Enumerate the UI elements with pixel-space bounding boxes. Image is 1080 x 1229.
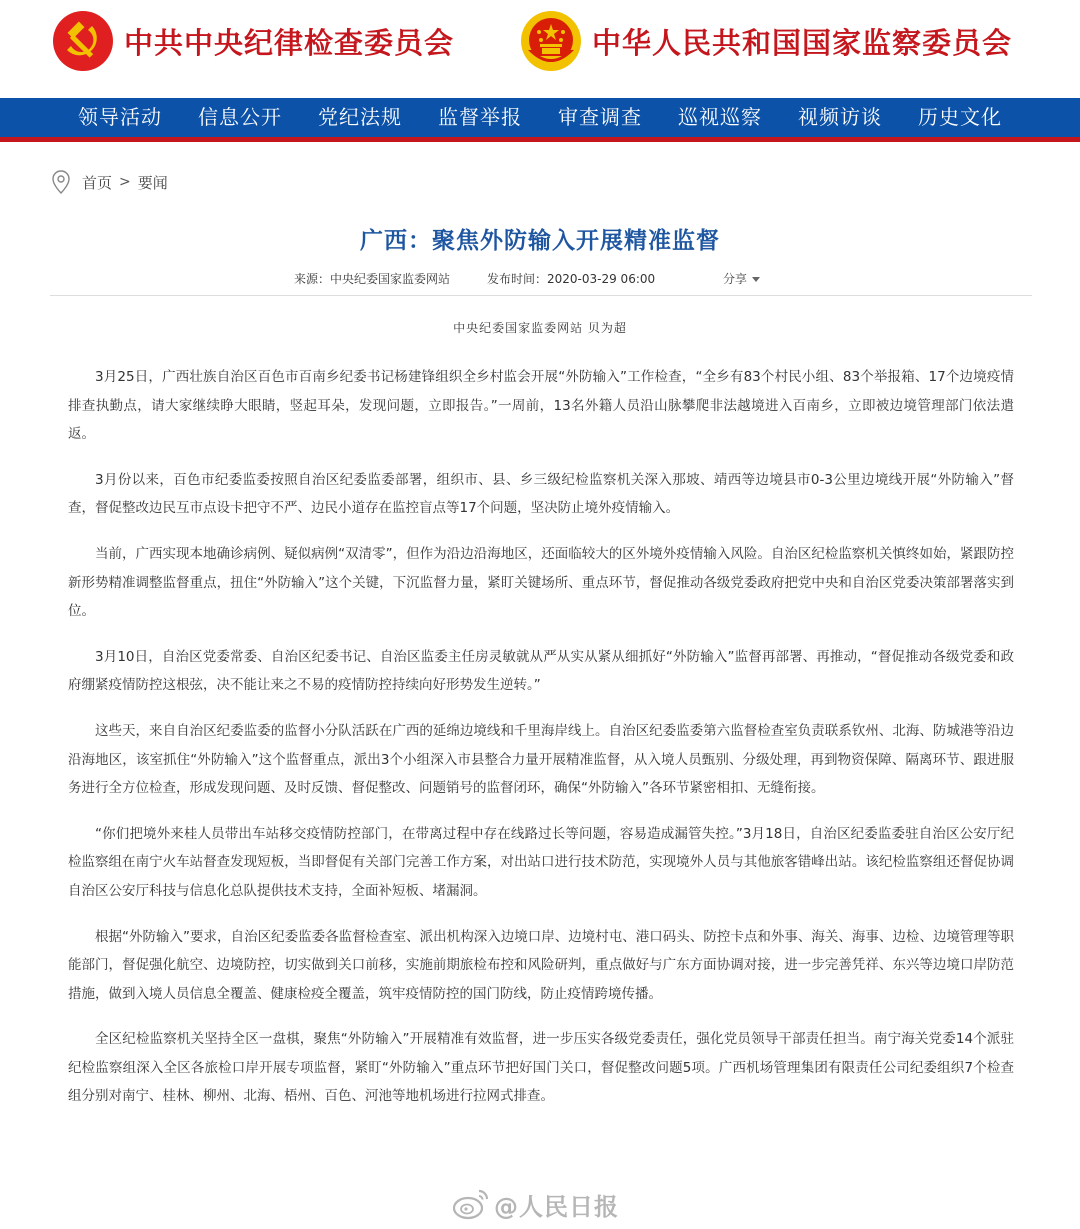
party-emblem-icon [52,10,114,72]
main-nav [0,98,1080,142]
article-paragraph: 根据“外防输入”要求，自治区纪委监委各监督检查室、派出机构深入边境口岸、边境村屯、港口码头、防控卡点和外事、海关、海事、边检、边境管理等职能部门，督促强化航空、边境防控，切实做到关口前移，实施前期旅检布控和风险研判，重点做好与广东方面协调对接，进一步完善凭祥、东兴等边境口岸防范措施，做到入境人员信息全覆盖、健康检疫全覆盖，筑牢疫情防控的国门防线，防止疫情跨境传播。 [68,928,1014,1002]
nsc-title: 中华人民共和国国家监察委员会 [592,25,1013,60]
article-paragraph: “你们把境外来桂人员带出车站移交疫情防控部门，在带离过程中存在线路过长等问题，容易造成漏管失控。”3月18日，自治区纪委监委驻自治区公安厅纪检监察组在南宁火车站督查发现短板，当即督促有关部门完善工作方案，对出站口进行技术防范，实现境外人员与其他旅客错峰出站。该纪检监察组还督促协调自治区公安厅科技与信息化总队提供技术支持，全面补短板、堵漏洞。 [68,825,1014,899]
article-paragraph: 3月份以来，百色市纪委监委按照自治区纪委监委部署，组织市、县、乡三级纪检监察机关深入那坡、靖西等边境县市0-3公里边境线开展“外防输入”督查，督促整改边民互市点设卡把守不严、边民小道存在监控盲点等17个问题，坚决防止境外疫情输入。 [68,471,1014,517]
national-emblem-icon [520,10,582,72]
article-source: 来源：中央纪委国家监委网站 [294,272,451,286]
article-paragraph: 全区纪检监察机关坚持全区一盘棋，聚焦“外防输入”开展精准有效监督，进一步压实各级党委责任，强化党员领导干部责任担当。南宁海关党委14个派驻纪检监察组深入全区各旅检口岸开展专项监督，紧盯“外防输入”重点环节把好国门关口，督促整改问题5项。广西机场管理集团有限责任公司纪委组织7个检查组分别对南宁、桂林、柳州、北海、梧州、百色、河池等地机场进行拉网式排查。 [68,1031,1014,1105]
dropdown-caret-icon [752,277,760,282]
nsc-logo-link[interactable] [520,10,1012,72]
breadcrumb [50,170,168,194]
article-meta [0,270,1080,288]
ccdi-logo-link[interactable] [52,10,454,72]
nav-item-regulations[interactable]: 党纪法规 [318,105,402,129]
watermark [452,1184,619,1224]
nav-item-video[interactable]: 视频访谈 [798,105,882,129]
article-paragraph: 3月25日，广西壮族自治区百色市百南乡纪委书记杨建锋组织全乡村监会开展“外防输入”工作检查，“全乡有83个村民小组、83个举报箱、17个边境疫情排查执勤点，请大家继续睁大眼睛，竖起耳朵，发现问题，立即报告。”一周前，13名外籍人员沿山脉攀爬非法越境进入百南乡，立即被边境管理部门依法遣返。 [68,369,1014,443]
share-label: 分享 [723,272,748,286]
article-byline: 中央纪委国家监委网站 贝为超 [453,321,627,335]
nav-item-report[interactable]: 监督举报 [438,105,522,129]
article-body [68,363,1014,1128]
article-paragraph: 这些天，来自自治区纪委监委的监督小分队活跃在广西的延绵边境线和千里海岸线上。自治区纪委监委第六监督检查室负责联系钦州、北海、防城港等沿边沿海地区，该室抓住“外防输入”这个监督重点，派出3个小组深入市县整合力量开展精准监督，从入境人员甄别、分级处理，再到物资保障、隔离环节、跟进服务进行全方位检查，形成发现问题、及时反馈、督促整改、问题销号的监督闭环，确保“外防输入”各环节紧密相扣、无缝衔接。 [68,722,1014,797]
nav-item-leadership[interactable]: 领导活动 [78,105,162,129]
breadcrumb-home[interactable]: 首页 [82,173,113,192]
nav-item-investigation[interactable]: 审查调查 [558,105,642,129]
nav-item-history[interactable]: 历史文化 [918,105,1002,129]
ccdi-title: 中共中央纪律检查委员会 [124,25,455,60]
weibo-icon [452,1187,490,1221]
article-paragraph: 当前，广西实现本地确诊病例、疑似病例“双清零”，但作为沿边沿海地区，还面临较大的区外境外疫情输入风险。自治区纪检监察机关慎终如始，紧跟防控新形势精准调整监督重点，扭住“外防输入”这个关键，下沉监督力量，紧盯关键场所、重点环节，督促推动各级党委政府把党中央和自治区党委决策部署落实到位。 [68,545,1014,620]
nav-item-info-disclosure[interactable]: 信息公开 [198,105,282,129]
article-publish-time: 发布时间：2020-03-29 06:00 [487,272,656,286]
article-title: 广西：聚焦外防输入开展精准监督 [360,228,720,254]
article-paragraph: 3月10日，自治区党委常委、自治区纪委书记、自治区监委主任房灵敏就从严从实从紧从细抓好“外防输入”监督再部署、再推动，“督促推动各级党委和政府绷紧疫情防控这根弦，决不能让来之不易的疫情防控持续向好形势发生逆转。” [68,648,1014,694]
breadcrumb-separator: > [119,174,131,190]
title-divider [50,295,1032,296]
breadcrumb-section[interactable]: 要闻 [137,173,168,192]
location-pin-icon [50,170,72,194]
watermark-text: @人民日报 [494,1192,619,1221]
site-header [0,0,1080,98]
share-button[interactable] [723,270,760,287]
nav-item-inspection[interactable]: 巡视巡察 [678,105,762,129]
